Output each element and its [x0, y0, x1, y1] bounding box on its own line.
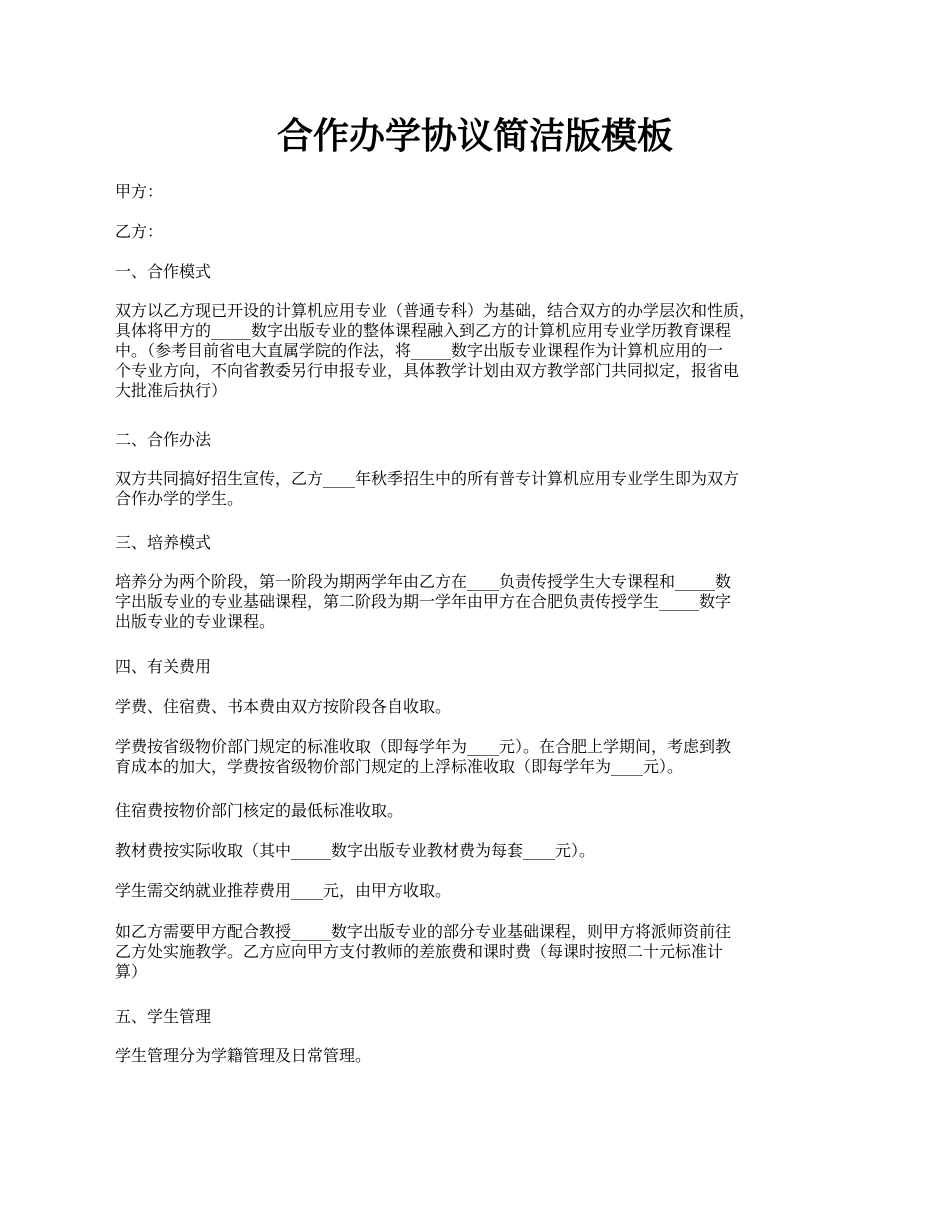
- text-line: 字出版专业的专业基础课程，第二阶段为期一学年由甲方在合肥负责传授学生_____数字: [115, 592, 732, 611]
- section-heading-cooperation-mode: 一、合作模式: [115, 262, 212, 281]
- text-line: 具体将甲方的_____数字出版专业的整体课程融入到乙方的计算机应用专业学历教育课程: [115, 321, 732, 340]
- text-line: 育成本的加大，学费按省级物价部门规定的上浮标准收取（即每学年为____元）。: [115, 757, 684, 776]
- paragraph-tuition: [115, 737, 845, 777]
- party-b-label: 乙方：: [115, 222, 164, 241]
- section-heading-training-mode: 三、培养模式: [115, 533, 212, 552]
- text-line: 合作办学的学生。: [115, 489, 244, 508]
- paragraph-accommodation: 住宿费按物价部门核定的最低标准收取。: [115, 801, 404, 820]
- text-line: 培养分为两个阶段，第一阶段为期两学年由乙方在____负责传授学生大专课程和_____数: [115, 572, 732, 591]
- paragraph-cooperation-mode: [115, 301, 845, 401]
- text-line: 中。（参考目前省电大直属学院的作法，将_____数字出版专业课程作为计算机应用的一: [115, 341, 724, 360]
- section-heading-fees: 四、有关费用: [115, 657, 212, 676]
- text-line: 个专业方向，不向省教委另行申报专业，具体教学计划由双方教学部门共同拟定，报省电: [115, 361, 740, 380]
- section-heading-cooperation-method: 二、合作办法: [115, 430, 212, 449]
- text-line: 双方以乙方现已开设的计算机应用专业（普通专科）为基础，结合双方的办学层次和性质，: [115, 301, 756, 320]
- paragraph-teaching-support: [115, 922, 845, 982]
- document-title: 合作办学协议简洁版模板: [276, 115, 673, 157]
- paragraph-textbook-fee: 教材费按实际收取（其中_____数字出版专业教材费为每套____元）。: [115, 841, 596, 860]
- paragraph-training-mode: [115, 572, 845, 632]
- text-line: 乙方处实施教学。乙方应向甲方支付教师的差旅费和课时费（每课时按照二十元标准计: [115, 942, 724, 961]
- text-line: 如乙方需要甲方配合教授_____数字出版专业的部分专业基础课程，则甲方将派师资前往: [115, 922, 732, 941]
- section-heading-student-management: 五、学生管理: [115, 1007, 212, 1026]
- text-line: 大批准后执行）: [115, 381, 228, 400]
- text-line: 双方共同搞好招生宣传，乙方____年秋季招生中的所有普专计算机应用专业学生即为双方: [115, 469, 740, 488]
- paragraph-fees-collection: 学费、住宿费、书本费由双方按阶段各自收取。: [115, 697, 452, 716]
- paragraph-student-management: 学生管理分为学籍管理及日常管理。: [115, 1046, 372, 1065]
- paragraph-cooperation-method: [115, 469, 845, 509]
- text-line: 算）: [115, 962, 148, 981]
- party-a-label: 甲方：: [115, 182, 164, 201]
- text-line: 出版专业的专业课程。: [115, 612, 276, 631]
- text-line: 学费按省级物价部门规定的标准收取（即每学年为____元）。在合肥上学期间，考虑到教: [115, 737, 732, 756]
- paragraph-employment-fee: 学生需交纳就业推荐费用____元，由甲方收取。: [115, 881, 452, 900]
